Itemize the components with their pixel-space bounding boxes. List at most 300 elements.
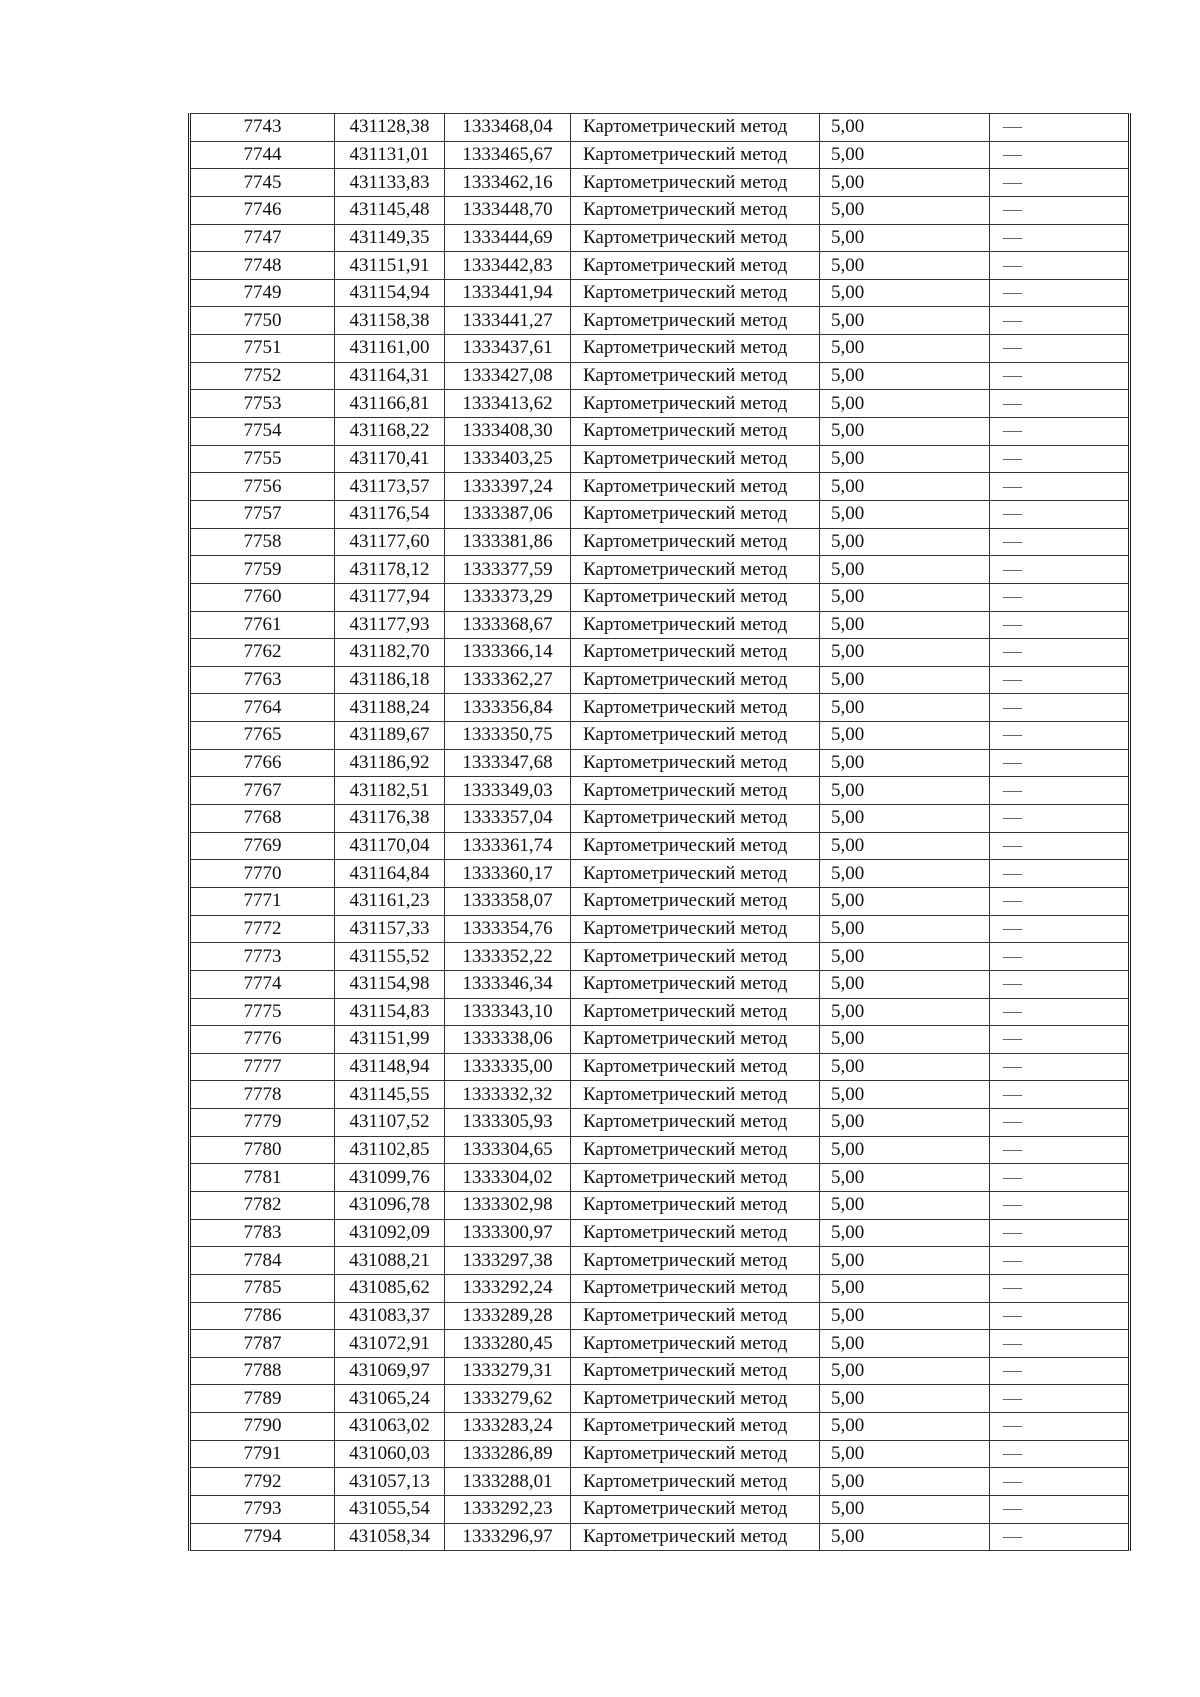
note-dash-cell: — [990, 224, 1130, 252]
coordinate-x-cell: 431154,94 [335, 279, 445, 307]
table-row [190, 1109, 1130, 1137]
determination-method-cell: Картометрический метод [571, 1302, 820, 1330]
coordinate-y-cell: 1333442,83 [445, 252, 571, 280]
note-dash-cell: — [990, 943, 1130, 971]
determination-method-cell: Картометрический метод [571, 832, 820, 860]
point-number-cell: 7749 [190, 279, 335, 307]
note-dash-cell: — [990, 500, 1130, 528]
determination-method-cell: Картометрический метод [571, 694, 820, 722]
coordinate-y-cell: 1333377,59 [445, 556, 571, 584]
determination-method-cell: Картометрический метод [571, 777, 820, 805]
point-number-cell: 7772 [190, 915, 335, 943]
coordinate-x-cell: 431173,57 [335, 473, 445, 501]
determination-method-cell: Картометрический метод [571, 639, 820, 667]
coordinate-x-cell: 431170,04 [335, 832, 445, 860]
coordinate-y-cell: 1333413,62 [445, 390, 571, 418]
point-number-cell: 7789 [190, 1385, 335, 1413]
coordinate-y-cell: 1333292,23 [445, 1496, 571, 1524]
coordinate-y-cell: 1333373,29 [445, 583, 571, 611]
point-number-cell: 7751 [190, 335, 335, 363]
determination-method-cell: Картометрический метод [571, 473, 820, 501]
coordinate-y-cell: 1333462,16 [445, 169, 571, 197]
note-dash-cell: — [990, 1274, 1130, 1302]
coordinate-x-cell: 431099,76 [335, 1164, 445, 1192]
point-number-cell: 7768 [190, 805, 335, 833]
point-number-cell: 7785 [190, 1274, 335, 1302]
determination-method-cell: Картометрический метод [571, 141, 820, 169]
coordinate-y-cell: 1333362,27 [445, 666, 571, 694]
coordinate-y-cell: 1333366,14 [445, 639, 571, 667]
position-error-cell: 5,00 [820, 1302, 990, 1330]
point-number-cell: 7753 [190, 390, 335, 418]
coordinate-y-cell: 1333360,17 [445, 860, 571, 888]
note-dash-cell: — [990, 445, 1130, 473]
coordinate-x-cell: 431168,22 [335, 418, 445, 446]
coordinate-y-cell: 1333350,75 [445, 722, 571, 750]
coordinate-x-cell: 431060,03 [335, 1440, 445, 1468]
position-error-cell: 5,00 [820, 722, 990, 750]
table-row [190, 362, 1130, 390]
coordinate-x-cell: 431182,70 [335, 639, 445, 667]
point-number-cell: 7769 [190, 832, 335, 860]
coordinate-x-cell: 431154,98 [335, 970, 445, 998]
determination-method-cell: Картометрический метод [571, 1081, 820, 1109]
position-error-cell: 5,00 [820, 335, 990, 363]
note-dash-cell: — [990, 307, 1130, 335]
note-dash-cell: — [990, 1026, 1130, 1054]
table-row [190, 887, 1130, 915]
coordinate-x-cell: 431161,00 [335, 335, 445, 363]
coordinate-x-cell: 431158,38 [335, 307, 445, 335]
position-error-cell: 5,00 [820, 943, 990, 971]
point-number-cell: 7783 [190, 1219, 335, 1247]
coordinate-x-cell: 431186,18 [335, 666, 445, 694]
note-dash-cell: — [990, 1191, 1130, 1219]
position-error-cell: 5,00 [820, 970, 990, 998]
determination-method-cell: Картометрический метод [571, 1357, 820, 1385]
point-number-cell: 7779 [190, 1109, 335, 1137]
note-dash-cell: — [990, 1164, 1130, 1192]
coordinate-y-cell: 1333297,38 [445, 1247, 571, 1275]
note-dash-cell: — [990, 1330, 1130, 1358]
coordinate-x-cell: 431063,02 [335, 1413, 445, 1441]
table-row [190, 252, 1130, 280]
point-number-cell: 7774 [190, 970, 335, 998]
point-number-cell: 7763 [190, 666, 335, 694]
table-row [190, 1274, 1130, 1302]
determination-method-cell: Картометрический метод [571, 915, 820, 943]
table-row [190, 998, 1130, 1026]
position-error-cell: 5,00 [820, 279, 990, 307]
point-number-cell: 7758 [190, 528, 335, 556]
position-error-cell: 5,00 [820, 390, 990, 418]
coordinate-x-cell: 431176,54 [335, 500, 445, 528]
note-dash-cell: — [990, 1219, 1130, 1247]
position-error-cell: 5,00 [820, 196, 990, 224]
note-dash-cell: — [990, 335, 1130, 363]
coordinate-x-cell: 431131,01 [335, 141, 445, 169]
coordinate-x-cell: 431088,21 [335, 1247, 445, 1275]
coordinate-x-cell: 431083,37 [335, 1302, 445, 1330]
coordinate-y-cell: 1333279,31 [445, 1357, 571, 1385]
coordinate-x-cell: 431148,94 [335, 1053, 445, 1081]
point-number-cell: 7767 [190, 777, 335, 805]
table-row [190, 970, 1130, 998]
note-dash-cell: — [990, 1109, 1130, 1137]
determination-method-cell: Картометрический метод [571, 556, 820, 584]
coordinate-y-cell: 1333305,93 [445, 1109, 571, 1137]
determination-method-cell: Картометрический метод [571, 169, 820, 197]
coordinate-y-cell: 1333335,00 [445, 1053, 571, 1081]
coordinate-x-cell: 431154,83 [335, 998, 445, 1026]
coordinate-x-cell: 431055,54 [335, 1496, 445, 1524]
coordinate-y-cell: 1333346,34 [445, 970, 571, 998]
table-row [190, 418, 1130, 446]
table-row [190, 1496, 1130, 1524]
position-error-cell: 5,00 [820, 1357, 990, 1385]
coordinate-y-cell: 1333408,30 [445, 418, 571, 446]
note-dash-cell: — [990, 611, 1130, 639]
note-dash-cell: — [990, 169, 1130, 197]
table-row [190, 749, 1130, 777]
coordinate-y-cell: 1333300,97 [445, 1219, 571, 1247]
point-number-cell: 7766 [190, 749, 335, 777]
coordinate-y-cell: 1333302,98 [445, 1191, 571, 1219]
position-error-cell: 5,00 [820, 1247, 990, 1275]
coordinate-y-cell: 1333403,25 [445, 445, 571, 473]
coordinate-y-cell: 1333381,86 [445, 528, 571, 556]
point-number-cell: 7773 [190, 943, 335, 971]
coordinate-y-cell: 1333296,97 [445, 1523, 571, 1551]
table-row [190, 307, 1130, 335]
table-row [190, 1191, 1130, 1219]
position-error-cell: 5,00 [820, 1191, 990, 1219]
note-dash-cell: — [990, 722, 1130, 750]
position-error-cell: 5,00 [820, 1440, 990, 1468]
coordinate-y-cell: 1333387,06 [445, 500, 571, 528]
table-row [190, 1219, 1130, 1247]
determination-method-cell: Картометрический метод [571, 666, 820, 694]
note-dash-cell: — [990, 556, 1130, 584]
position-error-cell: 5,00 [820, 1385, 990, 1413]
coordinate-x-cell: 431182,51 [335, 777, 445, 805]
point-number-cell: 7777 [190, 1053, 335, 1081]
table-row [190, 141, 1130, 169]
note-dash-cell: — [990, 1053, 1130, 1081]
note-dash-cell: — [990, 1302, 1130, 1330]
point-number-cell: 7781 [190, 1164, 335, 1192]
table-row [190, 1026, 1130, 1054]
coordinate-y-cell: 1333292,24 [445, 1274, 571, 1302]
coordinate-x-cell: 431072,91 [335, 1330, 445, 1358]
note-dash-cell: — [990, 805, 1130, 833]
point-number-cell: 7754 [190, 418, 335, 446]
coordinate-y-cell: 1333441,94 [445, 279, 571, 307]
position-error-cell: 5,00 [820, 307, 990, 335]
position-error-cell: 5,00 [820, 639, 990, 667]
point-number-cell: 7792 [190, 1468, 335, 1496]
table-row [190, 805, 1130, 833]
determination-method-cell: Картометрический метод [571, 583, 820, 611]
determination-method-cell: Картометрический метод [571, 196, 820, 224]
note-dash-cell: — [990, 1247, 1130, 1275]
coordinate-x-cell: 431107,52 [335, 1109, 445, 1137]
point-number-cell: 7761 [190, 611, 335, 639]
position-error-cell: 5,00 [820, 611, 990, 639]
coordinate-y-cell: 1333444,69 [445, 224, 571, 252]
note-dash-cell: — [990, 639, 1130, 667]
note-dash-cell: — [990, 196, 1130, 224]
determination-method-cell: Картометрический метод [571, 805, 820, 833]
coordinate-x-cell: 431188,24 [335, 694, 445, 722]
coordinate-y-cell: 1333448,70 [445, 196, 571, 224]
position-error-cell: 5,00 [820, 887, 990, 915]
determination-method-cell: Картометрический метод [571, 390, 820, 418]
coordinate-x-cell: 431057,13 [335, 1468, 445, 1496]
position-error-cell: 5,00 [820, 362, 990, 390]
determination-method-cell: Картометрический метод [571, 1164, 820, 1192]
coordinate-x-cell: 431151,91 [335, 252, 445, 280]
point-number-cell: 7771 [190, 887, 335, 915]
determination-method-cell: Картометрический метод [571, 528, 820, 556]
coordinates-table [188, 113, 1131, 1551]
coordinate-x-cell: 431178,12 [335, 556, 445, 584]
coordinate-y-cell: 1333441,27 [445, 307, 571, 335]
point-number-cell: 7788 [190, 1357, 335, 1385]
note-dash-cell: — [990, 390, 1130, 418]
coordinate-x-cell: 431058,34 [335, 1523, 445, 1551]
table-row [190, 224, 1130, 252]
determination-method-cell: Картометрический метод [571, 611, 820, 639]
position-error-cell: 5,00 [820, 777, 990, 805]
coordinate-y-cell: 1333304,02 [445, 1164, 571, 1192]
point-number-cell: 7775 [190, 998, 335, 1026]
determination-method-cell: Картометрический метод [571, 224, 820, 252]
point-number-cell: 7790 [190, 1413, 335, 1441]
note-dash-cell: — [990, 528, 1130, 556]
determination-method-cell: Картометрический метод [571, 1247, 820, 1275]
coordinate-x-cell: 431186,92 [335, 749, 445, 777]
coordinate-y-cell: 1333332,32 [445, 1081, 571, 1109]
coordinate-x-cell: 431170,41 [335, 445, 445, 473]
coordinate-x-cell: 431151,99 [335, 1026, 445, 1054]
determination-method-cell: Картометрический метод [571, 1468, 820, 1496]
table-row [190, 1357, 1130, 1385]
point-number-cell: 7794 [190, 1523, 335, 1551]
table-row [190, 722, 1130, 750]
point-number-cell: 7759 [190, 556, 335, 584]
coordinate-x-cell: 431161,23 [335, 887, 445, 915]
position-error-cell: 5,00 [820, 666, 990, 694]
position-error-cell: 5,00 [820, 528, 990, 556]
coordinate-y-cell: 1333289,28 [445, 1302, 571, 1330]
position-error-cell: 5,00 [820, 1219, 990, 1247]
point-number-cell: 7752 [190, 362, 335, 390]
coordinate-y-cell: 1333338,06 [445, 1026, 571, 1054]
position-error-cell: 5,00 [820, 1413, 990, 1441]
table-row [190, 694, 1130, 722]
table-row [190, 943, 1130, 971]
determination-method-cell: Картометрический метод [571, 998, 820, 1026]
table-row [190, 1053, 1130, 1081]
determination-method-cell: Картометрический метод [571, 722, 820, 750]
note-dash-cell: — [990, 970, 1130, 998]
coordinate-x-cell: 431085,62 [335, 1274, 445, 1302]
note-dash-cell: — [990, 1468, 1130, 1496]
determination-method-cell: Картометрический метод [571, 445, 820, 473]
point-number-cell: 7793 [190, 1496, 335, 1524]
determination-method-cell: Картометрический метод [571, 418, 820, 446]
coordinate-y-cell: 1333354,76 [445, 915, 571, 943]
determination-method-cell: Картометрический метод [571, 335, 820, 363]
coordinate-x-cell: 431065,24 [335, 1385, 445, 1413]
coordinate-x-cell: 431177,94 [335, 583, 445, 611]
coordinate-y-cell: 1333397,24 [445, 473, 571, 501]
coordinate-x-cell: 431128,38 [335, 114, 445, 142]
determination-method-cell: Картометрический метод [571, 1136, 820, 1164]
coordinate-x-cell: 431176,38 [335, 805, 445, 833]
table-row [190, 1523, 1130, 1551]
table-row [190, 279, 1130, 307]
note-dash-cell: — [990, 832, 1130, 860]
point-number-cell: 7787 [190, 1330, 335, 1358]
position-error-cell: 5,00 [820, 141, 990, 169]
note-dash-cell: — [990, 1136, 1130, 1164]
determination-method-cell: Картометрический метод [571, 1274, 820, 1302]
coordinate-y-cell: 1333279,62 [445, 1385, 571, 1413]
determination-method-cell: Картометрический метод [571, 252, 820, 280]
note-dash-cell: — [990, 694, 1130, 722]
table-row [190, 1330, 1130, 1358]
determination-method-cell: Картометрический метод [571, 943, 820, 971]
coordinate-x-cell: 431155,52 [335, 943, 445, 971]
table-row [190, 528, 1130, 556]
table-row [190, 445, 1130, 473]
position-error-cell: 5,00 [820, 1109, 990, 1137]
position-error-cell: 5,00 [820, 583, 990, 611]
coordinate-y-cell: 1333352,22 [445, 943, 571, 971]
coordinate-y-cell: 1333286,89 [445, 1440, 571, 1468]
determination-method-cell: Картометрический метод [571, 1191, 820, 1219]
coordinate-y-cell: 1333368,67 [445, 611, 571, 639]
position-error-cell: 5,00 [820, 252, 990, 280]
note-dash-cell: — [990, 418, 1130, 446]
coordinate-y-cell: 1333288,01 [445, 1468, 571, 1496]
coordinate-x-cell: 431189,67 [335, 722, 445, 750]
point-number-cell: 7748 [190, 252, 335, 280]
position-error-cell: 5,00 [820, 445, 990, 473]
table-row [190, 114, 1130, 142]
note-dash-cell: — [990, 141, 1130, 169]
note-dash-cell: — [990, 1385, 1130, 1413]
point-number-cell: 7786 [190, 1302, 335, 1330]
determination-method-cell: Картометрический метод [571, 114, 820, 142]
coordinate-x-cell: 431096,78 [335, 1191, 445, 1219]
table-row [190, 860, 1130, 888]
table-row [190, 666, 1130, 694]
position-error-cell: 5,00 [820, 1468, 990, 1496]
table-row [190, 1247, 1130, 1275]
table-row [190, 1302, 1130, 1330]
determination-method-cell: Картометрический метод [571, 1026, 820, 1054]
position-error-cell: 5,00 [820, 749, 990, 777]
table-row [190, 1164, 1130, 1192]
coordinate-x-cell: 431145,55 [335, 1081, 445, 1109]
coordinate-x-cell: 431164,31 [335, 362, 445, 390]
note-dash-cell: — [990, 860, 1130, 888]
position-error-cell: 5,00 [820, 694, 990, 722]
determination-method-cell: Картометрический метод [571, 887, 820, 915]
position-error-cell: 5,00 [820, 860, 990, 888]
table-row [190, 196, 1130, 224]
determination-method-cell: Картометрический метод [571, 749, 820, 777]
coordinate-y-cell: 1333347,68 [445, 749, 571, 777]
determination-method-cell: Картометрический метод [571, 970, 820, 998]
coordinate-x-cell: 431157,33 [335, 915, 445, 943]
position-error-cell: 5,00 [820, 473, 990, 501]
table-row [190, 1385, 1130, 1413]
position-error-cell: 5,00 [820, 556, 990, 584]
determination-method-cell: Картометрический метод [571, 1523, 820, 1551]
coordinate-y-cell: 1333280,45 [445, 1330, 571, 1358]
coordinate-x-cell: 431164,84 [335, 860, 445, 888]
table-row [190, 639, 1130, 667]
point-number-cell: 7744 [190, 141, 335, 169]
coordinate-y-cell: 1333465,67 [445, 141, 571, 169]
position-error-cell: 5,00 [820, 500, 990, 528]
point-number-cell: 7791 [190, 1440, 335, 1468]
table-row [190, 473, 1130, 501]
coordinate-x-cell: 431092,09 [335, 1219, 445, 1247]
position-error-cell: 5,00 [820, 1053, 990, 1081]
determination-method-cell: Картометрический метод [571, 1413, 820, 1441]
coordinate-y-cell: 1333343,10 [445, 998, 571, 1026]
coordinate-y-cell: 1333349,03 [445, 777, 571, 805]
table-row [190, 1468, 1130, 1496]
coordinate-y-cell: 1333468,04 [445, 114, 571, 142]
point-number-cell: 7762 [190, 639, 335, 667]
note-dash-cell: — [990, 666, 1130, 694]
coordinate-y-cell: 1333427,08 [445, 362, 571, 390]
determination-method-cell: Картометрический метод [571, 1219, 820, 1247]
point-number-cell: 7757 [190, 500, 335, 528]
determination-method-cell: Картометрический метод [571, 307, 820, 335]
determination-method-cell: Картометрический метод [571, 1109, 820, 1137]
determination-method-cell: Картометрический метод [571, 279, 820, 307]
determination-method-cell: Картометрический метод [571, 500, 820, 528]
coordinate-x-cell: 431177,93 [335, 611, 445, 639]
note-dash-cell: — [990, 114, 1130, 142]
position-error-cell: 5,00 [820, 1274, 990, 1302]
point-number-cell: 7776 [190, 1026, 335, 1054]
coordinate-y-cell: 1333304,65 [445, 1136, 571, 1164]
position-error-cell: 5,00 [820, 1164, 990, 1192]
note-dash-cell: — [990, 915, 1130, 943]
position-error-cell: 5,00 [820, 1081, 990, 1109]
note-dash-cell: — [990, 583, 1130, 611]
table-row [190, 915, 1130, 943]
table-row [190, 611, 1130, 639]
determination-method-cell: Картометрический метод [571, 860, 820, 888]
determination-method-cell: Картометрический метод [571, 1385, 820, 1413]
point-number-cell: 7764 [190, 694, 335, 722]
position-error-cell: 5,00 [820, 1136, 990, 1164]
coordinate-x-cell: 431177,60 [335, 528, 445, 556]
determination-method-cell: Картометрический метод [571, 1440, 820, 1468]
position-error-cell: 5,00 [820, 1496, 990, 1524]
position-error-cell: 5,00 [820, 998, 990, 1026]
note-dash-cell: — [990, 1523, 1130, 1551]
